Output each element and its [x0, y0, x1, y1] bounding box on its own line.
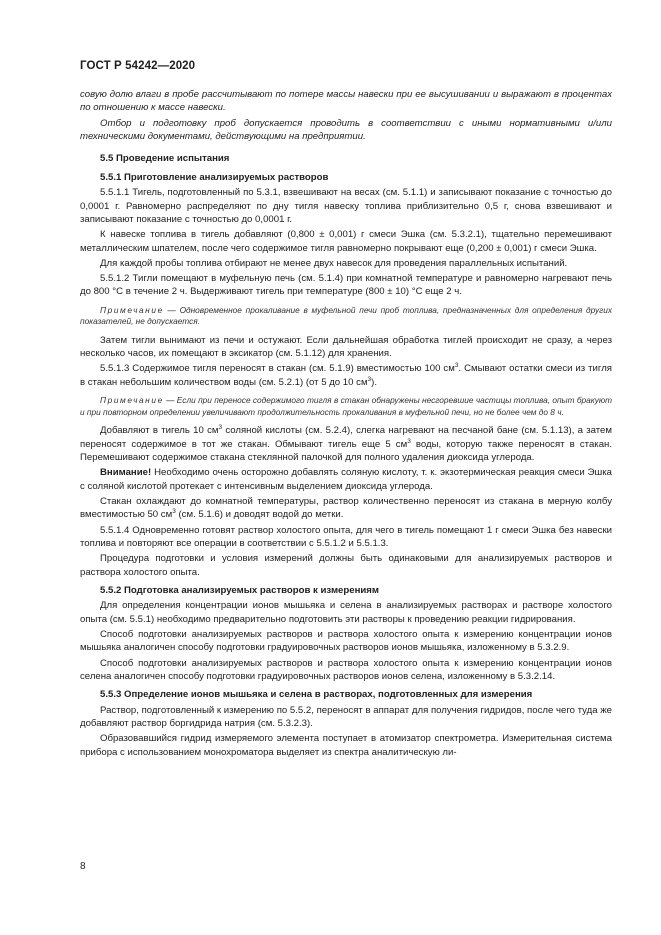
paragraph: Для каждой пробы топлива отбирают не менее двух навесок для проведения параллельных испытаний. — [100, 257, 568, 269]
note-text: — Одновременное прокаливание в муфельной печи проб топлива, предназначенных для определения других показателей, не допускается. — [80, 304, 612, 327]
note-label: Примечание — [100, 304, 164, 315]
note-2 — [80, 395, 612, 418]
paragraph: 5.5.1.2 Тигли помещают в муфельную печь (см. 5.1.4) при комнатной температуре и равномерно нагревают печь до 800 °С в течение 2 ч. Выдерживают тигель при температуре (800 ± 10) °С еще 2 ч. — [80, 273, 612, 298]
paragraph: Затем тигли вынимают из печи и остужают. Если дальнейшая обработка тиглей происходит не сразу, а через несколько часов, их помещают в эксикатор (см. 5.1.12) для хранения. — [80, 334, 612, 360]
paragraph: Образовавшийся гидрид измеряемого элемента поступает в атомизатор спектрометра. Измерительная система прибора с использованием монохроматора выделяет из спектра аналитическую ли- — [80, 733, 612, 758]
section-5-5-3-heading: 5.5.3 Определение ионов мышьяка и селена в растворах, подготовленных для измерения — [100, 689, 533, 701]
document-header: ГОСТ Р 54242—2020 — [80, 60, 196, 72]
warning-paragraph: Внимание! Необходимо очень осторожно добавлять соляную кислоту, т. к. экзотермическая реакция смеси Эшка с соляной кислотой протекает с интенсивным выделением диоксида углерода. — [80, 467, 612, 492]
section-5-5-1-heading: 5.5.1 Приготовление анализируемых растворов — [100, 171, 329, 183]
paragraph: К навеске топлива в тигель добавляют (0,800 ± 0,001) г смеси Эшка (см. 5.3.2.1), тщательно перемешивают металлическим шпателем, после чего содержимое тигля равномерно покрывают еще (0,200 ± 0,001) г смеси Эшка. — [80, 229, 612, 254]
paragraph: Для определения концентрации ионов мышьяка и селена в анализируемых растворах и растворе холостого опыта (см. 5.5.1) необходимо предварительно подготовить эти растворы к проведению реакции гидрирования. — [80, 600, 612, 625]
note-label: Примечание — [100, 395, 164, 406]
intro-paragraph-1: совую долю влаги в пробе рассчитывают по потере массы навески при ее высушивании и выражают в процентах по отношению к массе навески. — [80, 89, 612, 114]
section-5-5-2-heading: 5.5.2 Подготовка анализируемых растворов к измерениям — [100, 584, 379, 596]
paragraph: Добавляют в тигель 10 $см^3$ соляной кислоты (см. 5.2.4), слегка нагревают на песчаной бане (см. 5.1.13), а затем переносят содержимое в тот же стакан. Обмывают тигель еще 5 $см^3$ воды, которую также переносят в стакан. Перемешивают содержимое стакана стеклянной палочкой для полного удаления диоксида углерода. — [80, 424, 613, 464]
page-body — [80, 88, 612, 761]
paragraph: Стакан охлаждают до комнатной температуры, раствор количественно переносят из стакана в мерную колбу вместимостью 50 $см^3$ (см. 5.1.6) и доводят водой до метки. — [80, 495, 612, 521]
paragraph: Способ подготовки анализируемых растворов и раствора холостого опыта к измерению концентрации ионов селена аналогичен способу подготовки градуировочных растворов ионов селена, изложенному в 5.3.2.14. — [80, 657, 612, 682]
note-1 — [80, 305, 612, 328]
paragraph: 5.5.1.4 Одновременно готовят раствор холостого опыта, для чего в тигель помещают 1 г смеси Эшка без навески топлива и повторяют все операции в соответствии с 5.5.1.2 и 5.5.1.3. — [80, 524, 612, 549]
paragraph: Способ подготовки анализируемых растворов и раствора холостого опыта к измерению концентрации ионов мышьяка аналогичен способу подготовки градуировочных растворов ионов мышьяка, изложенному в 5.3.2.9. — [80, 628, 612, 654]
warning-label: Внимание! — [100, 467, 152, 479]
page-number: 8 — [80, 861, 86, 872]
section-5-5-heading: 5.5 Проведение испытания — [100, 153, 230, 165]
note-text: — Если при переносе содержимого тигля в стакан обнаружены несгоревшие частицы топлива, опыт бракуют и при повторном определении увеличивают продолжительность прокаливания в муфельной печи, но не более чем до 8 ч. — [80, 395, 612, 417]
paragraph: 5.5.1.1 Тигель, подготовленный по 5.3.1, взвешивают на весах (см. 5.1.1) и записывают показание с точностью до 0,0001 г. Равномерно распределяют по дну тигля навеску топлива приблизительно 0,5 г, снова взвешивают и записывают показание с точностью до 0,0001 г. — [80, 187, 612, 226]
intro-paragraph-2: Отбор и подготовку проб допускается проводить в соответствии с иными нормативными и/или техническими документами, действующими на предприятии. — [80, 117, 612, 143]
paragraph: Процедура подготовки и условия измерений должны быть одинаковыми для анализируемых растворов и раствора холостого опыта. — [80, 553, 612, 578]
paragraph-5-5-1-3: 5.5.1.3 Содержимое тигля переносят в стакан (см. 5.1.9) вместимостью 100 $см^3$. Смывают остатки смеси из тигля в стакан небольшим количеством воды (см. 5.2.1) (от 5 до 10 $см^3$). — [80, 362, 612, 388]
paragraph: Раствор, подготовленный к измерению по 5.5.2, переносят в аппарат для получения гидридов, после чего туда же добавляют раствор боргидрида натрия (см. 5.3.2.3). — [80, 704, 612, 730]
